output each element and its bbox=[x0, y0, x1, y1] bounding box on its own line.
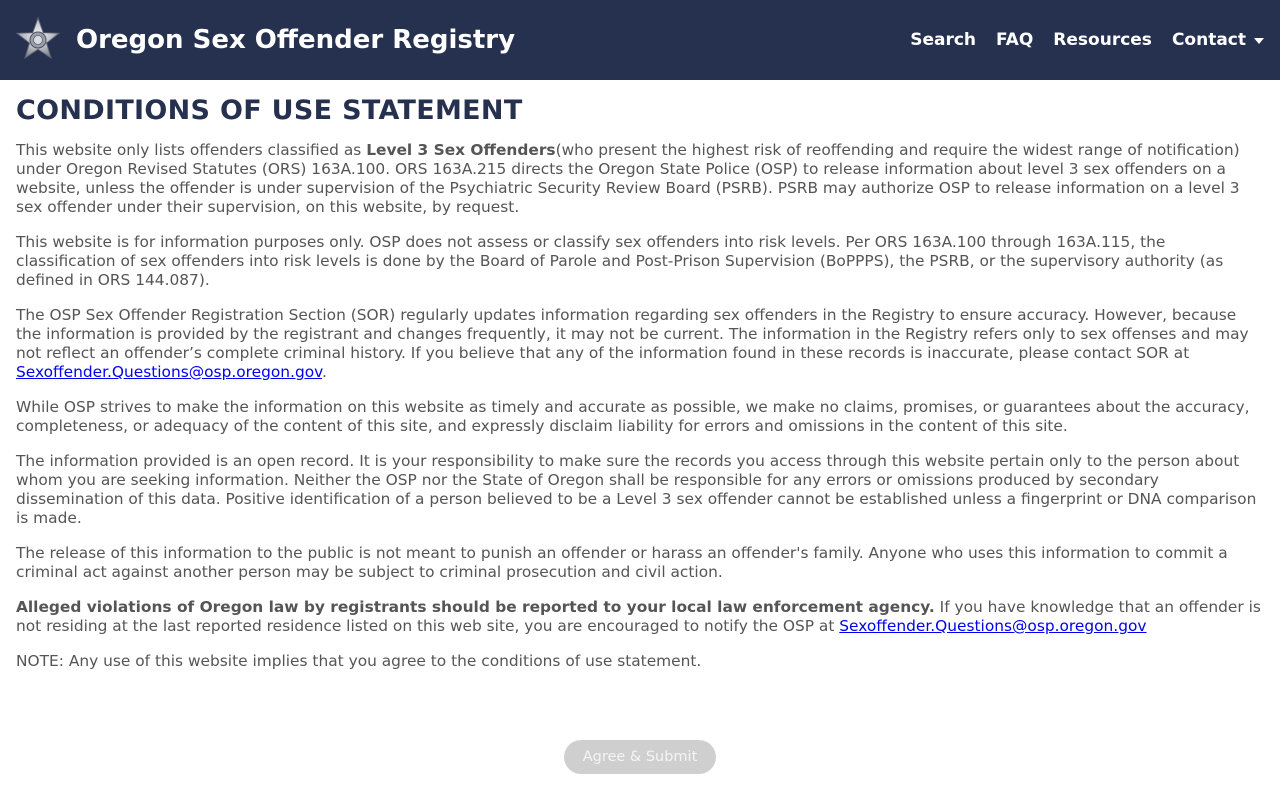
paragraph-note: NOTE: Any use of this website implies that you agree to the conditions of use statement. bbox=[16, 652, 702, 670]
osp-email-link[interactable]: Sexoffender.Questions@osp.oregon.gov bbox=[839, 617, 1147, 635]
paragraph-bold-text: Level 3 Sex Offenders bbox=[366, 141, 556, 159]
conditions-content bbox=[16, 80, 1266, 687]
chevron-down-icon bbox=[1254, 38, 1264, 44]
paragraph-text: The OSP Sex Offender Registration Section (SOR) regularly updates information regarding sex offenders in the Registry to ensure accuracy. However, because the information is provided by the registrant and changes frequently, it may not be current. The information in the Registry refers only to sex offenses and may not reflect an offender’s complete criminal history. If you believe that any of the information found in these records is inaccurate, please contact SOR at bbox=[16, 306, 1249, 362]
paragraph-level3 bbox=[16, 141, 1266, 217]
main-nav bbox=[890, 28, 1264, 52]
nav-contact-dropdown[interactable] bbox=[1172, 28, 1264, 52]
sor-email-link[interactable]: Sexoffender.Questions@osp.oregon.gov bbox=[16, 363, 323, 381]
submit-area bbox=[0, 740, 1280, 774]
page-title: CONDITIONS OF USE STATEMENT bbox=[16, 95, 523, 126]
paragraph-release-purpose: The release of this information to the public is not meant to punish an offender or harass an offender's family. Anyone who uses this information to commit a criminal act against another person may be subject to criminal prosecution and civil action. bbox=[16, 544, 1228, 581]
site-title[interactable]: Oregon Sex Offender Registry bbox=[76, 25, 516, 55]
paragraph-open-record: The information provided is an open record. It is your responsibility to make sure the records you access through this website pertain only to the person about whom you are seeking information. Neither the OSP nor the State of Oregon shall be responsible for any errors or omissions produced by secondary dissemination of this data. Positive identification of a person believed to be a Level 3 sex offender cannot be established unless a fingerprint or DNA comparison is made. bbox=[16, 452, 1257, 527]
nav-search-link[interactable]: Search bbox=[910, 30, 977, 50]
paragraph-registry-updates bbox=[16, 306, 1266, 382]
nav-resources-link[interactable]: Resources bbox=[1053, 30, 1152, 50]
agree-submit-button[interactable]: Agree & Submit bbox=[564, 740, 716, 774]
paragraph-text: This website only lists offenders classified as bbox=[16, 141, 367, 159]
paragraph-report-violations bbox=[16, 598, 1266, 636]
nav-faq-link[interactable]: FAQ bbox=[996, 30, 1034, 50]
paragraph-disclaimer: While OSP strives to make the information on this website as timely and accurate as possible, we make no claims, promises, or guarantees about the accuracy, completeness, or adequacy of the content of this site, and expressly disclaim liability for errors and omissions in the content of this site. bbox=[16, 398, 1250, 435]
paragraph-text: . bbox=[322, 363, 327, 381]
paragraph-text: (who present the highest risk of reoffending and require the widest range of notification) under Oregon Revised Statutes (ORS) 163A.100. ORS 163A.215 directs the Oregon State Police (OSP) to release information about level 3 sex offenders on a website, unless the offender is under supervision of the Psychiatric Security Review Board (PSRB). PSRB may authorize OSP to release information on a level 3 sex offender under their supervision, on this website, by request. bbox=[16, 141, 1240, 216]
paragraph-bold-text: Alleged violations of Oregon law by registrants should be reported to your local law enforcement agency. bbox=[16, 598, 935, 616]
site-header bbox=[0, 0, 1280, 80]
paragraph-text: If you have knowledge that an offender is not residing at the last reported residence listed on this web site, you are encouraged to notify the OSP at bbox=[16, 598, 1261, 635]
paragraph-information-purposes: This website is for information purposes only. OSP does not assess or classify sex offenders into risk levels. Per ORS 163A.100 through 163A.115, the classification of sex offenders into risk levels is done by the Board of Parole and Post-Prison Supervision (BoPPPS), the PSRB, or the supervisory authority (as defined in ORS 144.087). bbox=[16, 233, 1224, 289]
star-badge-icon[interactable] bbox=[15, 16, 61, 62]
nav-contact-label: Contact bbox=[1171, 30, 1246, 50]
